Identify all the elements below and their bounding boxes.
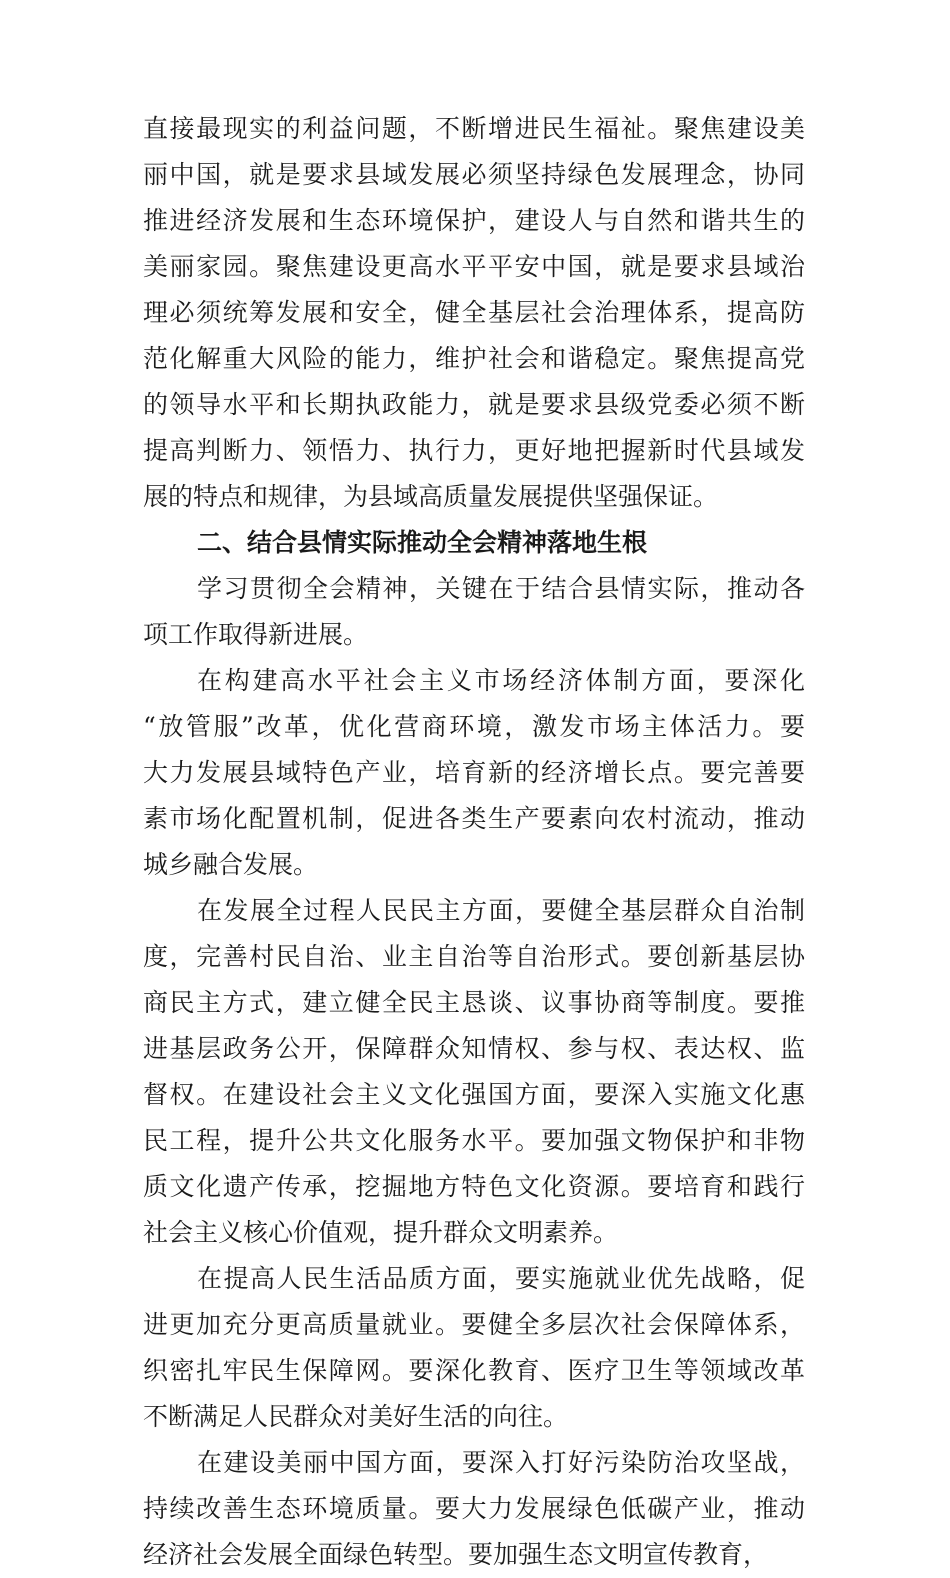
paragraph-line: 在构建高水平社会主义市场经济体制方面，要深化 bbox=[197, 666, 805, 695]
paragraph-line: 度，完善村民自治、业主自治等自治形式。要创新基层协 bbox=[143, 942, 805, 971]
paragraph-line: 在建设美丽中国方面，要深入打好污染防治攻坚战， bbox=[197, 1448, 805, 1477]
paragraph-line: 理必须统筹发展和安全，健全基层社会治理体系，提高防 bbox=[143, 298, 805, 327]
paragraph-line: 大力发展县域特色产业，培育新的经济增长点。要完善要 bbox=[143, 758, 805, 787]
paragraph-line: 质文化遗产传承，挖掘地方特色文化资源。要培育和践行 bbox=[143, 1172, 805, 1201]
paragraph bbox=[143, 1440, 805, 1578]
paragraph-line: 织密扎牢民生保障网。要深化教育、医疗卫生等领域改革 bbox=[143, 1356, 805, 1385]
paragraph-line: 美丽家园。聚焦建设更高水平平安中国，就是要求县域治 bbox=[143, 252, 805, 281]
paragraph bbox=[143, 566, 805, 658]
paragraph-line: 在提高人民生活品质方面，要实施就业优先战略，促 bbox=[197, 1264, 805, 1293]
paragraph-line: 素市场化配置机制，促进各类生产要素向农村流动，推动 bbox=[143, 804, 805, 833]
paragraph-line: 提高判断力、领悟力、执行力，更好地把握新时代县域发 bbox=[143, 436, 805, 465]
paragraph-line: 城乡融合发展。 bbox=[143, 850, 319, 879]
paragraph-line: 的领导水平和长期执政能力，就是要求县级党委必须不断 bbox=[143, 390, 805, 419]
paragraph-line: 推进经济发展和生态环境保护，建设人与自然和谐共生的 bbox=[143, 206, 805, 235]
paragraph-line: 商民主方式，建立健全民主恳谈、议事协商等制度。要推 bbox=[143, 988, 805, 1017]
paragraph bbox=[143, 658, 805, 888]
paragraph-line: 经济社会发展全面绿色转型。要加强生态文明宣传教育， bbox=[143, 1540, 769, 1569]
paragraph-line: 在发展全过程人民民主方面，要健全基层群众自治制 bbox=[197, 896, 805, 925]
paragraph-line: 直接最现实的利益问题，不断增进民生福祉。聚焦建设美 bbox=[143, 114, 805, 143]
paragraph-line: 不断满足人民群众对美好生活的向往。 bbox=[143, 1402, 569, 1431]
paragraph-line: 民工程，提升公共文化服务水平。要加强文物保护和非物 bbox=[143, 1126, 805, 1155]
paragraph-line: 督权。在建设社会主义文化强国方面，要深入实施文化惠 bbox=[143, 1080, 805, 1109]
paragraph-line: 丽中国，就是要求县域发展必须坚持绿色发展理念，协同 bbox=[143, 160, 805, 189]
paragraph-line: 进更加充分更高质量就业。要健全多层次社会保障体系， bbox=[143, 1310, 805, 1339]
paragraph bbox=[143, 106, 805, 520]
paragraph-line: 展的特点和规律，为县域高质量发展提供坚强保证。 bbox=[143, 482, 719, 511]
paragraph-line: 项工作取得新进展。 bbox=[143, 620, 369, 649]
paragraph-line: “放管服”改革，优化营商环境，激发市场主体活力。要 bbox=[143, 712, 805, 741]
paragraph-line: 学习贯彻全会精神，关键在于结合县情实际，推动各 bbox=[197, 574, 805, 603]
paragraph-line: 社会主义核心价值观，提升群众文明素养。 bbox=[143, 1218, 619, 1247]
heading-text: 二、结合县情实际推动全会精神落地生根 bbox=[197, 528, 648, 557]
paragraph-line: 进基层政务公开，保障群众知情权、参与权、表达权、监 bbox=[143, 1034, 805, 1063]
document-body bbox=[143, 106, 805, 1578]
section-heading bbox=[143, 520, 805, 566]
paragraph-line: 持续改善生态环境质量。要大力发展绿色低碳产业，推动 bbox=[143, 1494, 805, 1523]
paragraph bbox=[143, 888, 805, 1256]
paragraph bbox=[143, 1256, 805, 1440]
paragraph-line: 范化解重大风险的能力，维护社会和谐稳定。聚焦提高党 bbox=[143, 344, 805, 373]
